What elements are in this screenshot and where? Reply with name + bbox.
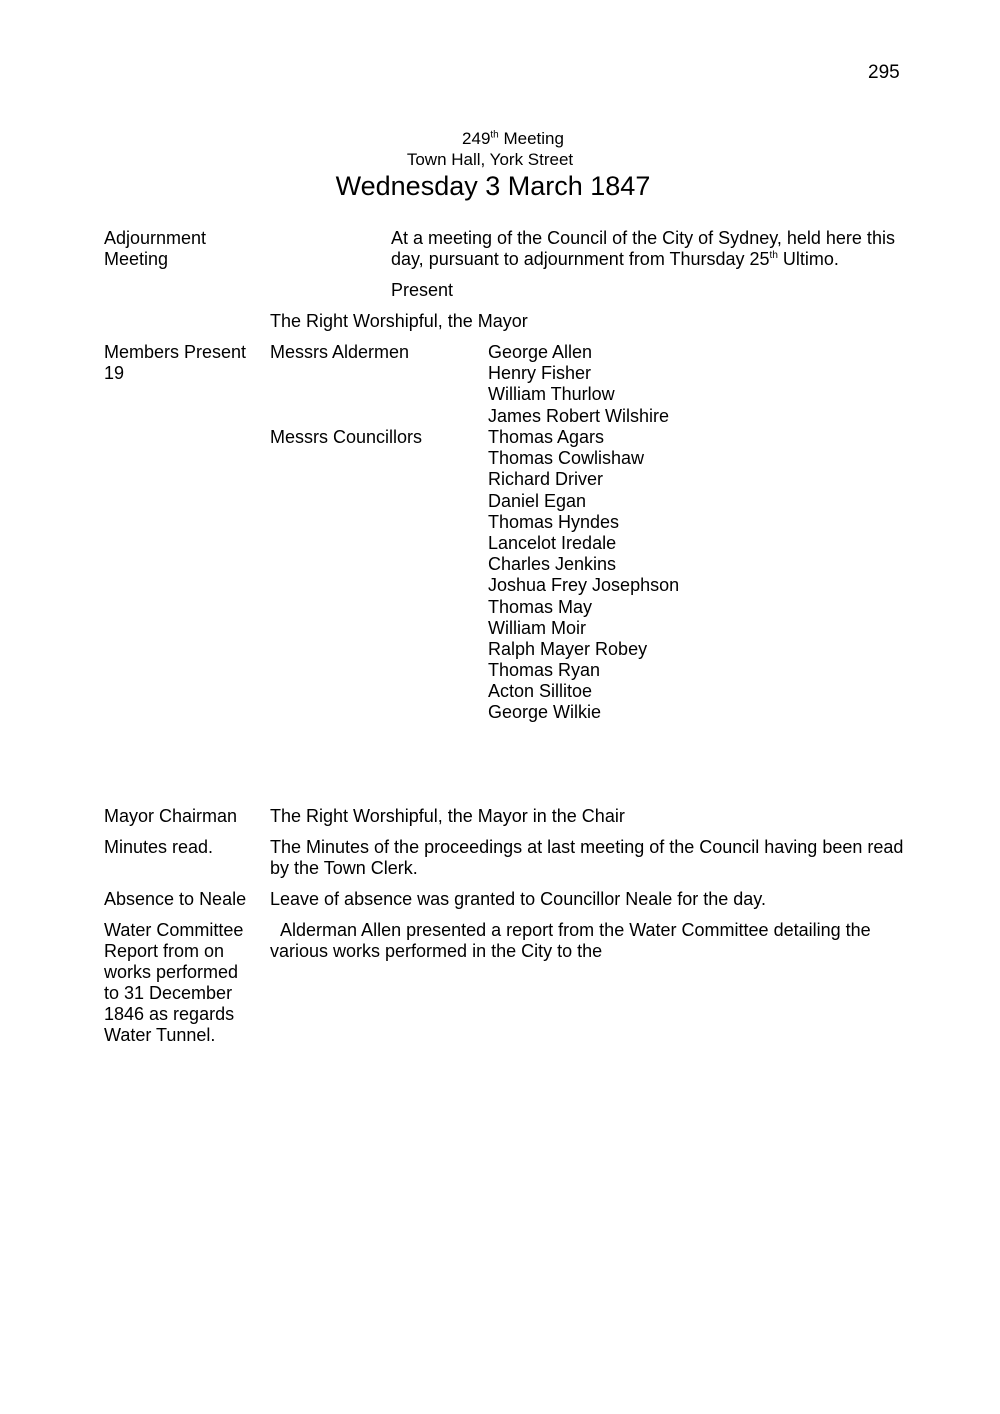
chair-line: The Right Worshipful, the Mayor <box>270 311 528 331</box>
members-present-count: 19 <box>104 363 125 383</box>
meeting-number-value: 249 <box>462 129 491 148</box>
meeting-date: Wednesday 3 March 1847 <box>335 171 651 201</box>
councillor-name: George Wilkie <box>488 702 602 723</box>
margin-note-mayor-chairman: Mayor Chairman <box>104 806 238 826</box>
adjournment-text <box>391 228 921 270</box>
councillor-name: Joshua Frey Josephson <box>488 575 680 596</box>
adjournment-text-sup: th <box>769 250 778 261</box>
councillor-name: William Moir <box>488 617 586 638</box>
meeting-number-suffix: th <box>490 129 499 141</box>
entry-minutes-read: The Minutes of the proceedings at last meeting of the Council having been read by the Town Clerk. <box>270 837 904 878</box>
councillor-name: Thomas Hyndes <box>488 511 620 532</box>
alderman-name: Henry Fisher <box>488 363 592 384</box>
margin-note-members <box>104 342 264 384</box>
alderman-name: James Robert Wilshire <box>488 405 670 426</box>
councillor-name: Lancelot Iredale <box>488 532 617 553</box>
meeting-number <box>0 128 1000 149</box>
councillor-name: Richard Driver <box>488 469 604 490</box>
margin-note-adjournment: Adjournment Meeting <box>104 228 207 269</box>
margin-note-water-committee: Water Committee Report from on works performed to 31 December 1846 as regards Water Tunnel. <box>104 920 244 1045</box>
councillor-name: Charles Jenkins <box>488 554 617 575</box>
members-present-label: Members Present <box>104 342 247 362</box>
councillors-list <box>488 427 679 724</box>
entry-mayor-chair: The Right Worshipful, the Mayor in the Chair <box>270 806 625 826</box>
meeting-venue: Town Hall, York Street <box>406 150 574 169</box>
councillor-name: Daniel Egan <box>488 490 587 511</box>
councillor-name: Ralph Mayer Robey <box>488 638 648 659</box>
councillors-label: Messrs Councillors <box>270 427 423 447</box>
page-number: 295 <box>868 62 900 83</box>
margin-note-minutes-read: Minutes read. <box>104 837 214 857</box>
aldermen-label: Messrs Aldermen <box>270 342 410 362</box>
councillor-name: Thomas Agars <box>488 427 605 447</box>
alderman-name: George Allen <box>488 342 593 362</box>
adjournment-text-main: At a meeting of the Council of the City of Sydney, held here this day, pursuant to adjournment from Thursday 25 <box>391 228 895 269</box>
alderman-name: William Thurlow <box>488 384 615 405</box>
councillor-name: Acton Sillitoe <box>488 681 593 702</box>
councillor-name: Thomas Cowlishaw <box>488 448 645 469</box>
councillor-name: Thomas May <box>488 596 593 617</box>
present-label: Present <box>391 280 454 300</box>
adjournment-text-end: Ultimo. <box>777 249 839 269</box>
entry-absence: Leave of absence was granted to Councillor Neale for the day. <box>270 889 766 909</box>
margin-note-absence: Absence to Neale <box>104 889 247 909</box>
entry-water-committee: Alderman Allen presented a report from the Water Committee detailing the various works performed in the City to the <box>270 920 876 961</box>
councillor-name: Thomas Ryan <box>488 660 601 681</box>
meeting-word: Meeting <box>498 129 564 148</box>
aldermen-list <box>488 342 669 427</box>
